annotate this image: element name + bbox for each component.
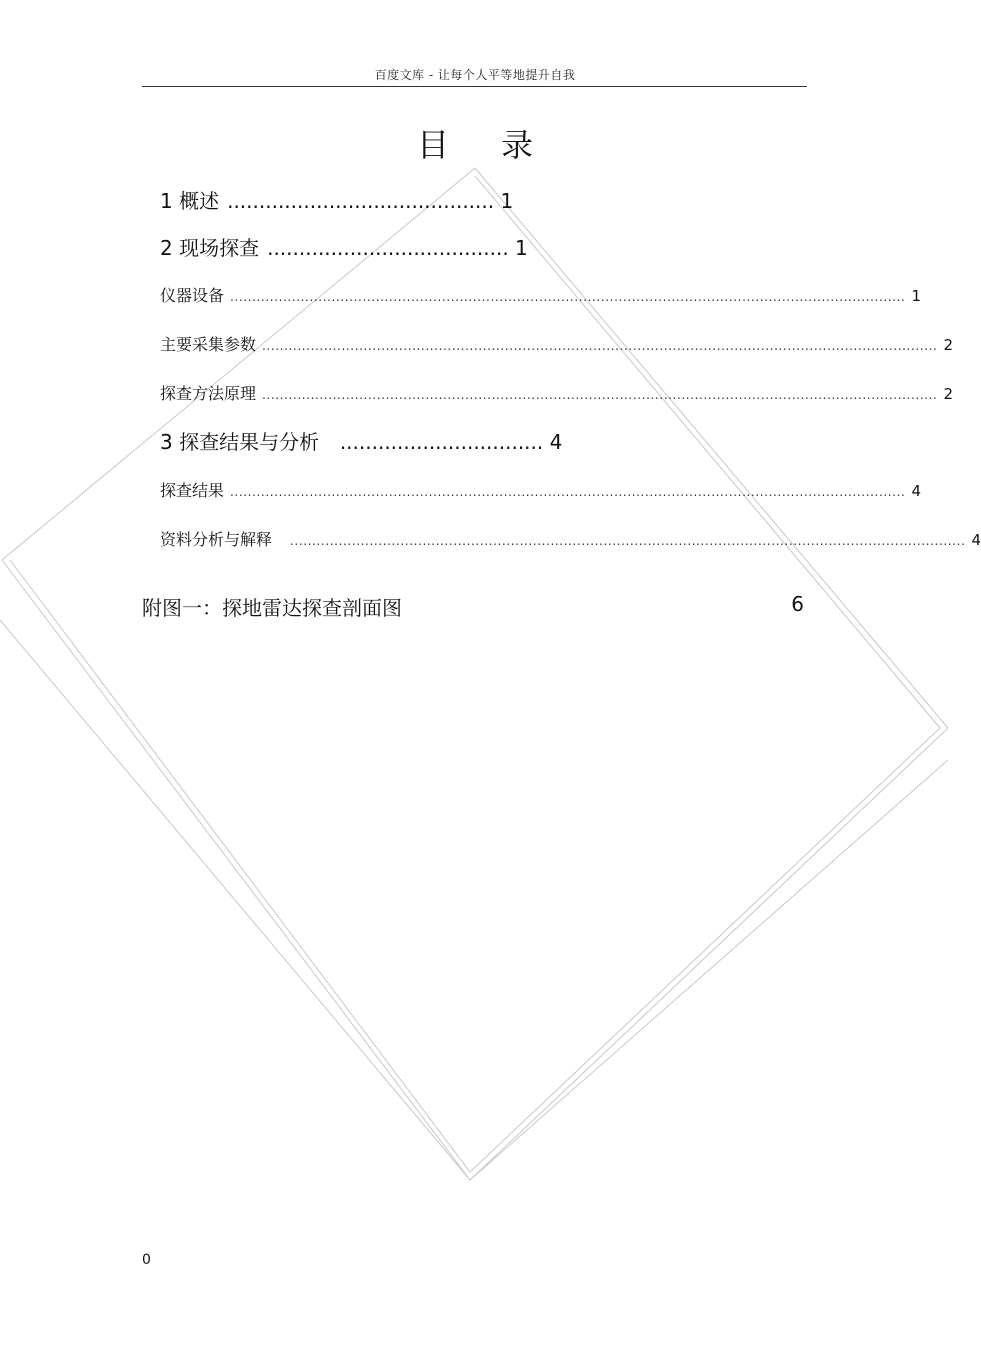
toc-leader-dots: ......................................................................................................................................................... (290, 534, 966, 548)
toc-entry-method[interactable] (160, 381, 953, 404)
toc-entry-page: 2 (943, 385, 953, 403)
toc-entry-label: 3 探查结果与分析 (160, 430, 320, 454)
toc-leader-dots: ......................................................................................................................................................... (262, 339, 938, 353)
toc-leader-dots: .......................................... (227, 189, 495, 213)
toc-title: 目录 (416, 126, 585, 164)
toc-entry-page: 2 (943, 336, 953, 354)
toc-entry-label: 仪器设备 (160, 286, 225, 305)
appendix-label: 附图一：探地雷达探查剖面图 (142, 596, 402, 620)
toc-leader-dots: ...................................... (267, 236, 509, 260)
toc-entry-label: 探查方法原理 (160, 384, 257, 403)
toc-entry-label: 1 概述 (160, 189, 220, 213)
toc-leader-dots: ......................................................................................................................................................... (262, 388, 938, 402)
toc-leader-dots: ......................................................................................................................................................... (230, 485, 906, 499)
toc-entry-label: 主要采集参数 (160, 335, 257, 354)
toc-entry-page: 1 (911, 287, 921, 305)
toc-entry-parameters[interactable] (160, 332, 953, 355)
toc-entry-label: 2 现场探查 (160, 236, 260, 260)
toc-entry-page: 4 (911, 482, 921, 500)
toc-entry-interpretation[interactable] (160, 527, 981, 550)
appendix-page: 6 (791, 592, 804, 616)
toc-entry-label: 资料分析与解释 (160, 530, 273, 549)
toc-leader-dots: ................................ (339, 430, 544, 454)
toc-entry-results[interactable] (160, 478, 921, 501)
toc-entry-results-analysis[interactable] (160, 426, 562, 455)
toc-entry-field-survey[interactable] (160, 232, 528, 261)
running-header: 百度文库 - 让每个人平等地提升自我 (374, 68, 576, 82)
toc-entry-equipment[interactable] (160, 283, 921, 306)
toc-entry-page: 1 (500, 189, 514, 213)
toc-entry-page: 4 (549, 430, 563, 454)
toc-entry-appendix-figure[interactable] (142, 592, 804, 621)
toc-entry-page: 1 (515, 236, 528, 260)
page-number: 0 (142, 1252, 151, 1268)
toc-entry-page: 4 (971, 531, 981, 549)
header-rule (142, 86, 807, 87)
toc-leader-dots: ......................................................................................................................................................... (230, 290, 906, 304)
toc-entry-label: 探查结果 (160, 481, 225, 500)
toc-entry-overview[interactable] (160, 185, 513, 214)
